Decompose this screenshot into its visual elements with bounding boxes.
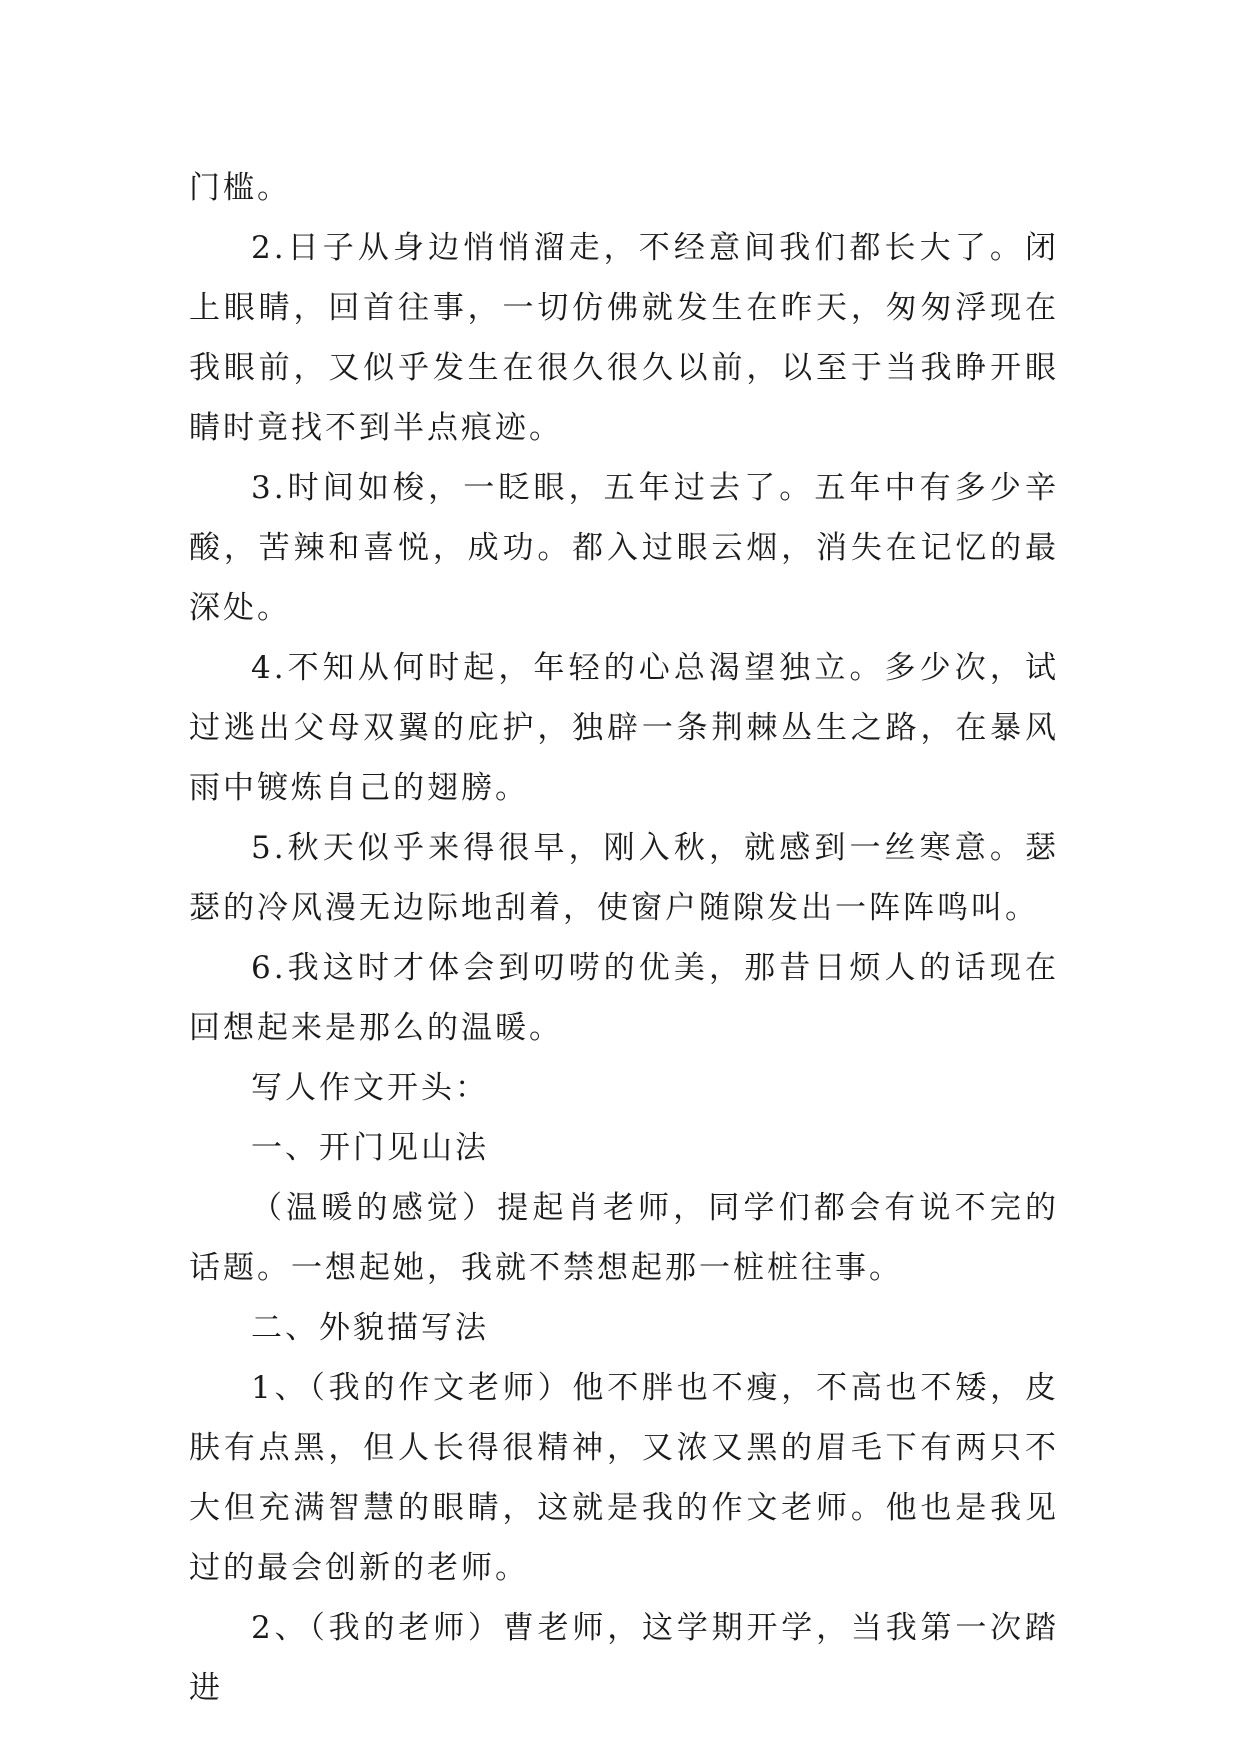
- paragraph: 3.时间如梭，一眨眼，五年过去了。五年中有多少辛酸，苦辣和喜悦，成功。都入过眼云烟，消失在记忆的最深处。: [189, 470, 1059, 626]
- section-heading: 二、外貌描写法: [251, 1310, 489, 1346]
- paragraph: 1、（我的作文老师）他不胖也不瘦，不高也不矮，皮肤有点黑，但人长得很精神，又浓又黑的眉毛下有两只不大但充满智慧的眼睛，这就是我的作文老师。他也是我见过的最会创新的老师。: [189, 1370, 1059, 1586]
- paragraph: 5.秋天似乎来得很早，刚入秋，就感到一丝寒意。瑟瑟的冷风漫无边际地刮着，使窗户随隙发出一阵阵鸣叫。: [189, 830, 1059, 926]
- section-heading: 写人作文开头：: [251, 1070, 489, 1106]
- section-heading: 一、开门见山法: [251, 1130, 489, 1166]
- paragraph: （温暖的感觉）提起肖老师，同学们都会有说不完的话题。一想起她，我就不禁想起那一桩桩往事。: [189, 1190, 1059, 1286]
- paragraph: 6.我这时才体会到叨唠的优美，那昔日烦人的话现在回想起来是那么的温暖。: [189, 950, 1059, 1046]
- paragraph: 4.不知从何时起，年轻的心总渴望独立。多少次，试过逃出父母双翼的庇护，独辟一条荆棘丛生之路，在暴风雨中镀炼自己的翅膀。: [189, 650, 1059, 806]
- paragraph: 门槛。: [189, 170, 291, 206]
- document-body: [189, 158, 1059, 1718]
- paragraph: 2.日子从身边悄悄溜走，不经意间我们都长大了。闭上眼睛，回首往事，一切仿佛就发生在昨天，匆匆浮现在我眼前，又似乎发生在很久很久以前，以至于当我睁开眼睛时竟找不到半点痕迹。: [189, 230, 1059, 446]
- paragraph: 2、（我的老师）曹老师，这学期开学，当我第一次踏进: [189, 1610, 1059, 1706]
